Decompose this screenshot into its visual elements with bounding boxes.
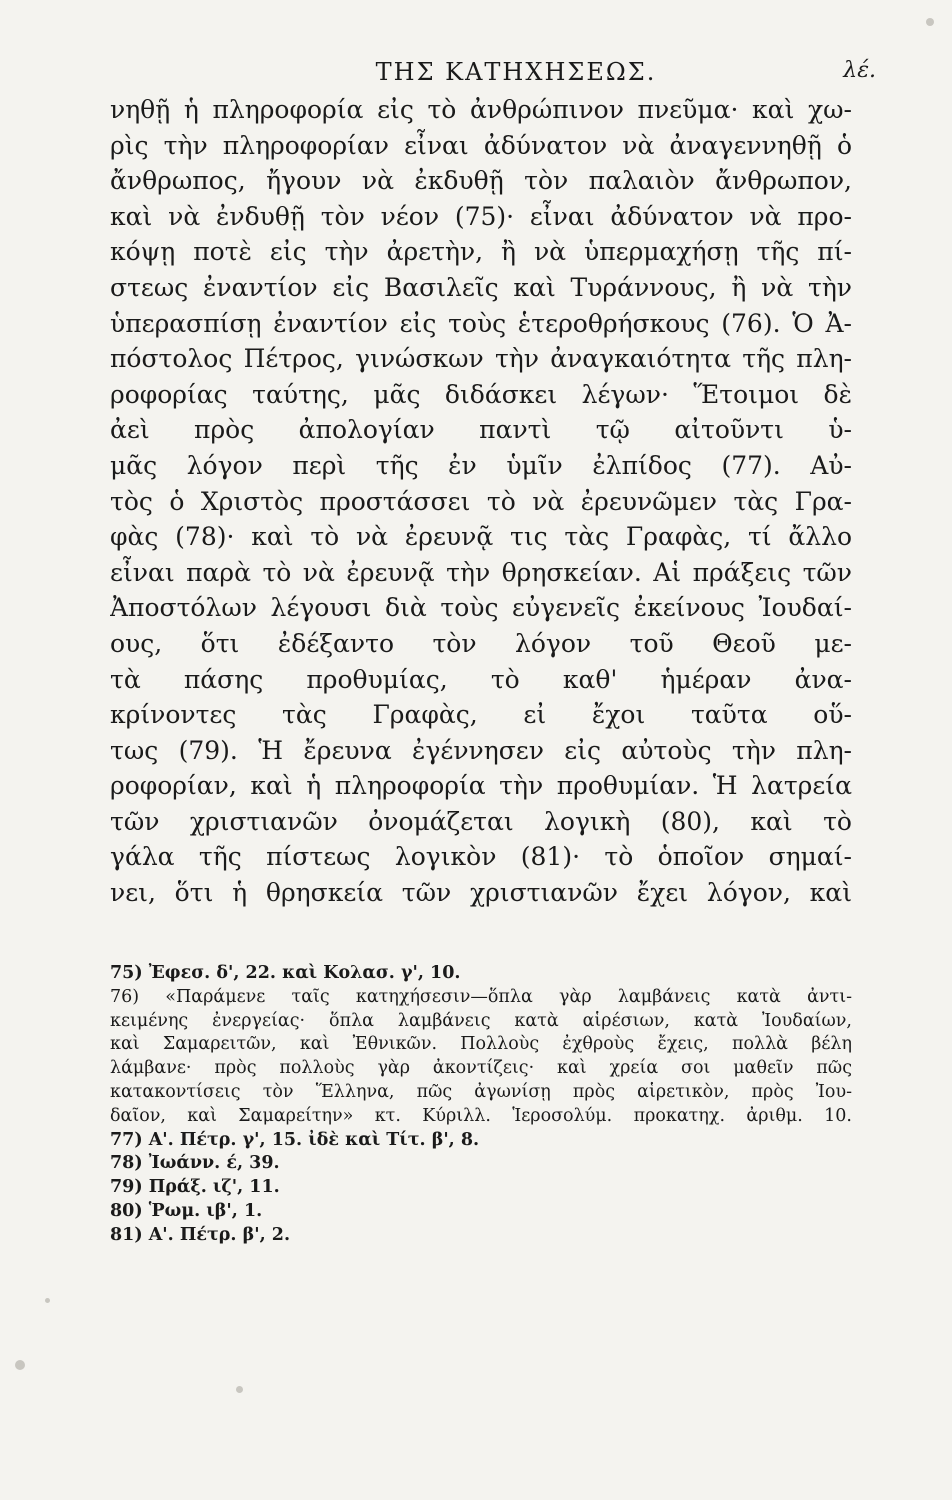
footnote-76-line: κατακοντίσεις τὸν Ἕλληνα, πῶς ἀγωνίσῃ πρὸς αἱρετικὸν, πρὸς Ἰου- [110,1081,852,1102]
body-text [110,92,852,911]
page-header [150,58,882,92]
footnote-76-line: λάμβανε· πρὸς πολλοὺς γὰρ ἀκοντίζεις· καὶ χρεία σοι μαθεῖν πῶς [110,1058,852,1079]
body-line: ους, ὅτι ἐδέξαντο τὸν λόγον τοῦ Θεοῦ με- [110,628,852,658]
body-line: τῶν χριστιανῶν ὀνομάζεται λογικὴ (80), καὶ τὸ [110,806,852,836]
body-line: κρίνοντες τὰς Γραφὰς, εἰ ἔχοι ταῦτα οὕ- [110,700,852,730]
paper-speck [236,1386,243,1393]
footnote-76-line: 76) «Παράμενε ταῖς κατηχήσεσιν—ὅπλα γὰρ λαμβάνεις κατὰ ἀντι- [110,986,852,1007]
paper-speck [15,1360,25,1370]
body-line: νηθῇ ἡ πληροφορία εἰς τὸ ἀνθρώπινον πνεῦμα· καὶ χω- [110,95,852,124]
body-line: στεως ἐναντίον εἰς Βασιλεῖς καὶ Τυράννους, ἢ νὰ τὴν [110,272,852,302]
footnote-75: 75) Ἐφεσ. δ', 22. καὶ Κολασ. γ', 10. [110,963,461,983]
page-number: λέ. [843,58,876,83]
footnotes [110,962,852,1248]
body-line: φὰς (78)· καὶ τὸ νὰ ἐρευνᾷ τις τὰς Γραφὰς, τί ἄλλο [110,522,852,552]
footnote-80: 80) Ῥωμ. ιβ', 1. [110,1200,263,1221]
body-line: μᾶς λόγον περὶ τῆς ἐν ὑμῖν ἐλπίδος (77). Αὐ- [110,450,852,480]
body-line: ὑπερασπίσῃ ἐναντίον εἰς τοὺς ἑτεροθρήσκους (76). Ὁ Ἀ- [110,308,852,338]
footnote-76-line: καὶ Σαμαρειτῶν, καὶ Ἐθνικῶν. Πολλοὺς ἐχθροὺς ἔχεις, πολλὰ βέλη [110,1034,852,1055]
body-line: τὰ πάσης προθυμίας, τὸ καθ' ἡμέραν ἀνα- [110,664,852,694]
body-line: εἶναι παρὰ τὸ νὰ ἐρευνᾷ τὴν θρησκείαν. Αἱ πράξεις τῶν [110,557,852,587]
body-line: ἄνθρωπος, ἤγουν νὰ ἐκδυθῇ τὸν παλαιὸν ἄνθρωπον, [110,166,852,196]
footnote-81: 81) Α'. Πέτρ. β', 2. [110,1224,291,1245]
body-line: καὶ νὰ ἐνδυθῇ τὸν νέον (75)· εἶναι ἀδύνατον νὰ προ- [110,201,852,231]
footnote-76-line: δαῖον, καὶ Σαμαρείτην» κτ. Κύριλλ. Ἱεροσολύμ. προκατηχ. ἀριθμ. 10. [110,1105,852,1126]
body-line: ροφορίας ταύτης, μᾶς διδάσκει λέγων· Ἕτοιμοι δὲ [110,379,852,409]
paper-speck [45,1298,50,1303]
body-line: ροφορίαν, καὶ ἡ πληροφορία τὴν προθυμίαν. Ἡ λατρεία [110,771,852,801]
body-line: ρὶς τὴν πληροφορίαν εἶναι ἀδύνατον νὰ ἀναγεννηθῇ ὁ [110,130,852,160]
footnote-79: 79) Πράξ. ιζ', 11. [110,1177,280,1198]
footnote-77: 77) Α'. Πέτρ. γ', 15. ἰδὲ καὶ Τίτ. β', 8. [110,1129,480,1150]
body-line: πόστολος Πέτρος, γινώσκων τὴν ἀναγκαιότητα τῆς πλη- [110,344,852,374]
footnote-78: 78) Ἰωάνν. έ, 39. [110,1153,280,1174]
body-line: Ἀποστόλων λέγουσι διὰ τοὺς εὐγενεῖς ἐκείνους Ἰουδαί- [110,593,852,623]
body-line: νει, ὅτι ἡ θρησκεία τῶν χριστιανῶν ἔχει λόγον, καὶ [110,878,852,908]
paper-speck [926,18,934,26]
body-line: κόψῃ ποτὲ εἰς τὴν ἀρετὴν, ἢ νὰ ὑπερμαχήσῃ τῆς πί- [110,237,852,267]
body-line: τως (79). Ἡ ἔρευνα ἐγέννησεν εἰς αὐτοὺς τὴν πλη- [110,735,852,765]
body-line: τὸς ὁ Χριστὸς προστάσσει τὸ νὰ ἐρευνῶμεν τὰς Γρα- [110,486,852,516]
running-head: ΤΗΣ ΚΑΤΗΧΗΣΕΩΣ. [375,58,657,86]
body-line: γάλα τῆς πίστεως λογικὸν (81)· τὸ ὁποῖον σημαί- [110,842,852,872]
body-line: ἀεὶ πρὸς ἀπολογίαν παντὶ τῷ αἰτοῦντι ὑ- [110,415,852,445]
footnote-76-line: κειμένης ἐνεργείας· ὅπλα λαμβάνεις κατὰ αἱρέσιων, κατὰ Ἰουδαίων, [110,1010,852,1031]
